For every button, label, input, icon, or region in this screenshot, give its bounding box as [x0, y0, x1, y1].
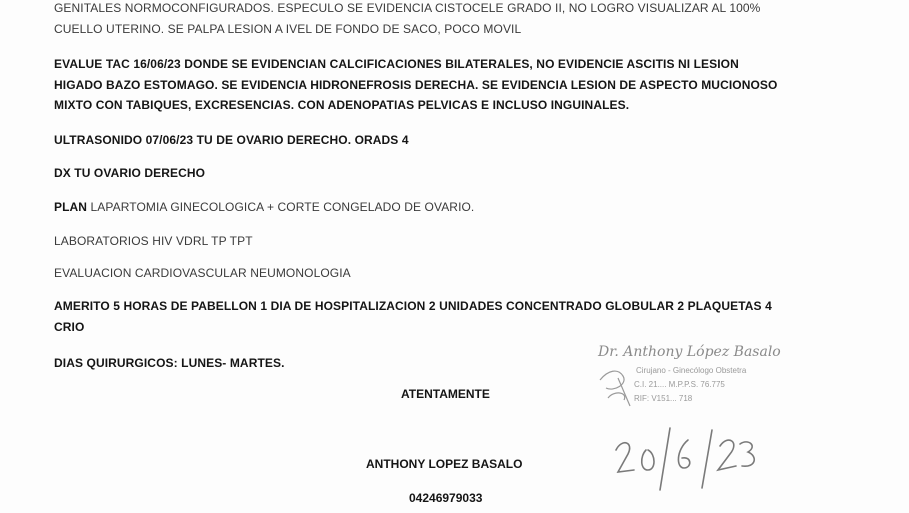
text-line-genitales: GENITALES NORMOCONFIGURADOS. ESPECULO SE EVIDENCIA CISTOCELE GRADO II, NO LOGRO VISUALIZAR AL 100%: [54, 1, 761, 15]
text-line-tac: EVALUE TAC 16/06/23 DONDE SE EVIDENCIAN CALCIFICACIONES BILATERALES, NO EVIDENCIE ASCITIS NI LESION: [54, 57, 739, 71]
signer-phone: 04246979033: [409, 491, 483, 505]
stamp-line-1: Cirujano - Ginecólogo Obstetra: [636, 366, 747, 375]
plan-text: LAPARTOMIA GINECOLOGICA + CORTE CONGELADO DE OVARIO.: [90, 200, 475, 214]
stamp-line-2: C.I. 21.... M.P.P.S. 76.775: [634, 380, 725, 389]
handwritten-date: [612, 420, 762, 495]
stamp-line-3: RIF: V151... 718: [634, 394, 693, 403]
stamp-title: Dr. Anthony López Basalo: [598, 344, 781, 360]
text-line-dias-quirurgicos: DIAS QUIRURGICOS: LUNES- MARTES.: [54, 356, 285, 370]
doctor-stamp: [578, 340, 781, 430]
text-line-ultrasonido: ULTRASONIDO 07/06/23 TU DE OVARIO DERECHO. ORADS 4: [54, 133, 409, 147]
closing-atentamente: ATENTAMENTE: [401, 387, 490, 401]
text-line-evaluacion: EVALUACION CARDIOVASCULAR NEUMONOLOGIA: [54, 266, 351, 280]
text-line-plan: [54, 200, 474, 214]
text-line-laboratorios: LABORATORIOS HIV VDRL TP TPT: [54, 234, 253, 248]
plan-label: PLAN: [54, 200, 88, 214]
text-line-cuello-uterino: CUELLO UTERINO. SE PALPA LESION A IVEL DE FONDO DE SACO, POCO MOVIL: [54, 22, 522, 36]
handwritten-date-icon: [612, 420, 762, 495]
text-line-diagnostico: DX TU OVARIO DERECHO: [54, 166, 206, 180]
text-line-amerito: AMERITO 5 HORAS DE PABELLON 1 DIA DE HOSPITALIZACION 2 UNIDADES CONCENTRADO GLOBULAR 2 PLAQUETAS 4: [54, 299, 772, 313]
text-line-crio: CRIO: [54, 320, 85, 334]
text-line-mixto: MIXTO CON TABIQUES, EXCRESENCIAS. CON ADENOPATIAS PELVICAS E INCLUSO INGUINALES.: [54, 98, 630, 112]
signer-name: ANTHONY LOPEZ BASALO: [366, 457, 523, 471]
text-line-higado: HIGADO BAZO ESTOMAGO. SE EVIDENCIA HIDRONEFROSIS DERECHA. SE EVIDENCIA LESION DE ASPECTO MUCIONOSO: [54, 78, 778, 92]
